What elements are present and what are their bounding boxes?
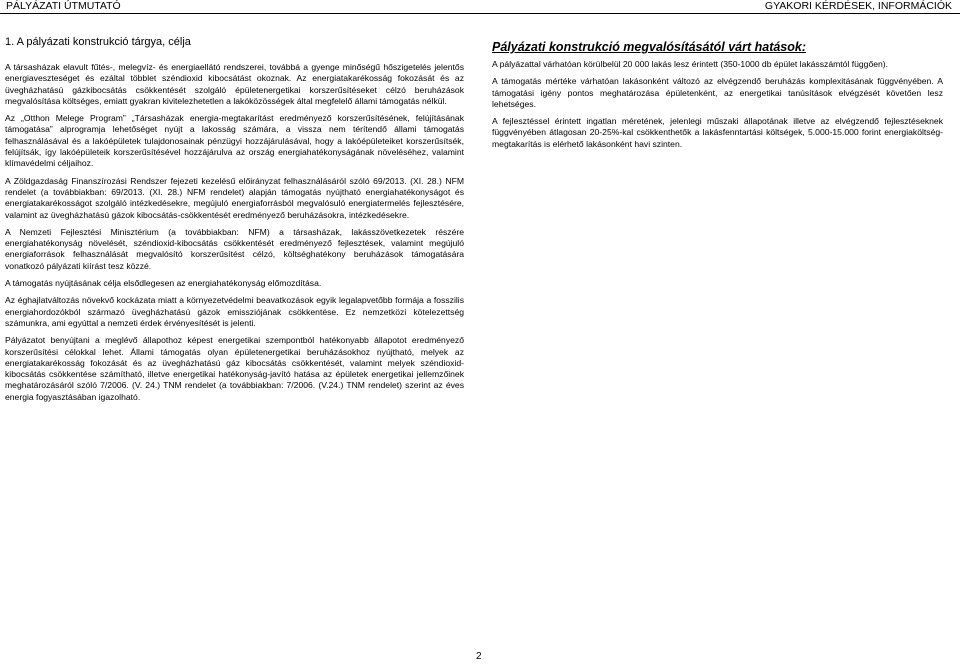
section-title: 1. A pályázati konstrukció tárgya, célja	[5, 36, 191, 48]
left-column	[5, 36, 464, 409]
page-number: 2	[476, 651, 482, 662]
paragraph: A Nemzeti Fejlesztési Minisztérium (a továbbiakban: NFM) a társasházak, lakásszövetkezetek részére energiahatékonyság növelését, széndioxid-kibocsátás csökkentését eredményező fejlesztések, valamint megújuló energiaforrások felhasználását megvalósító korszerűsítést célzó, költséghatékony beruházások támogatására vonatkozó pályázati kiírást tesz közzé.	[5, 226, 464, 271]
paragraph: Az „Otthon Melege Program” „Társasházak energia-megtakarítást eredményező korszerűsítésének, felújításának támogatása” alprogramja lehetőséget nyújt a lakosság számára, a vissza nem térítendő állami támogatás felhasználásával és a lakóépületek tulajdonosainak pénzügyi hozzájárulásával, hogy a lakóépületeiket korszerűsítsék, felújítsák, így lakóépületeik korszerűsítésével hozzájárulva az ország energiahatékonyságának növeléséhez, valamint klímavédelmi céljaihoz.	[5, 113, 464, 169]
paragraph: A Zöldgazdaság Finanszírozási Rendszer fejezeti kezelésű előirányzat felhasználásáról szóló 69/2013. (XI. 28.) NFM rendelet (a továbbiakban: 69/2013. (XI. 28.) NFM rendelet) alapján támogatás nyújtható energiahatékonyságot és energiatakarékosságot szolgáló intézkedésekre, megújuló energiaforrásból megvalósuló energiatermelés fejlesztésére, valamint az üvegházhatású gázok kibocsátás-csökkentését eredményező beruházásokra, intézkedésekre.	[5, 175, 464, 220]
paragraph: A támogatás nyújtásának célja elsődlegesen az energiahatékonyság előmozdítása.	[5, 278, 322, 289]
header-left-title: PÁLYÁZATI ÚTMUTATÓ	[6, 0, 121, 12]
paragraph: A fejlesztéssel érintett ingatlan méretének, jelenlegi műszaki állapotának illetve az elvégzendő fejlesztéseknek függvényében átlagosan 20-25%-kal csökkenthetők a lakásfenntartási költségek, 5.000-15.000 forint energiaköltség-megtakarítás is elérhető lakásonként havi szinten.	[492, 116, 943, 149]
right-column	[492, 40, 943, 156]
expected-impacts-title: Pályázati konstrukció megvalósításától várt hatások:	[492, 40, 807, 54]
paragraph: A támogatás mértéke várhatóan lakásonként változó az elvégzendő beruházás komplexitásának függvényében. A támogatási igény pontos meghatározása épületenként, az energetikai tanúsítások elvégzését követően lesz lehetséges.	[492, 76, 943, 109]
paragraph: Az éghajlatváltozás növekvő kockázata miatt a környezetvédelmi beavatkozások egyik legalapvetőbb formája a fosszilis energiahordozókból származó üvegházhatású gázok emissziójának csökkentése. Ez nemzetközi kötelezettség számunkra, ami egyúttal a nemzeti érdek érvényesítését is jelenti.	[5, 295, 464, 328]
paragraph: Pályázatot benyújtani a meglévő állapothoz képest energetikai szempontból hatékonyabb állapotot eredményező korszerűsítési célokkal lehet. Állami támogatás olyan épületenergetikai beruházásokhoz nyújtható, melyek az energiatakarékosság fokozását és az üvegházhatású gáz kibocsátás csökkentését, valamint melyek széndioxid-kibocsátás csökkentése számítható, illetve energetikai hatékonyság-javító hatása az épületek energetikai jellemzőinek meghatározásáról szóló 7/2006. (V. 24.) TNM rendelet (a továbbiakban: 7/2006. (V.24.) TNM rendelet) szerint az éves energia fogyasztásában igazolható.	[5, 335, 464, 402]
page-header	[0, 0, 960, 14]
header-right-title: GYAKORI KÉRDÉSEK, INFORMÁCIÓK	[764, 0, 952, 12]
paragraph: A társasházak elavult fűtés-, melegvíz- és energiaellátó rendszerei, továbbá a gyenge minőségű hőszigetelés jelentős energiaveszteséget és ezáltal többlet széndioxid kibocsátást okoznak. Az energiatakarékosság fokozását és az üvegházhatású gázkibocsátás csökkentését szolgáló épületenergetikai korszerűsítéseket célzó beruházások megvalósítása költséges, emiatt gyakran kivitelezhetetlen a lakóközösségek által megfelelő állami támogatás nélkül.	[5, 62, 464, 106]
paragraph: A pályázattal várhatóan körülbelül 20 000 lakás lesz érintett (350-1000 db épület lakásszámtól függően).	[492, 59, 889, 69]
